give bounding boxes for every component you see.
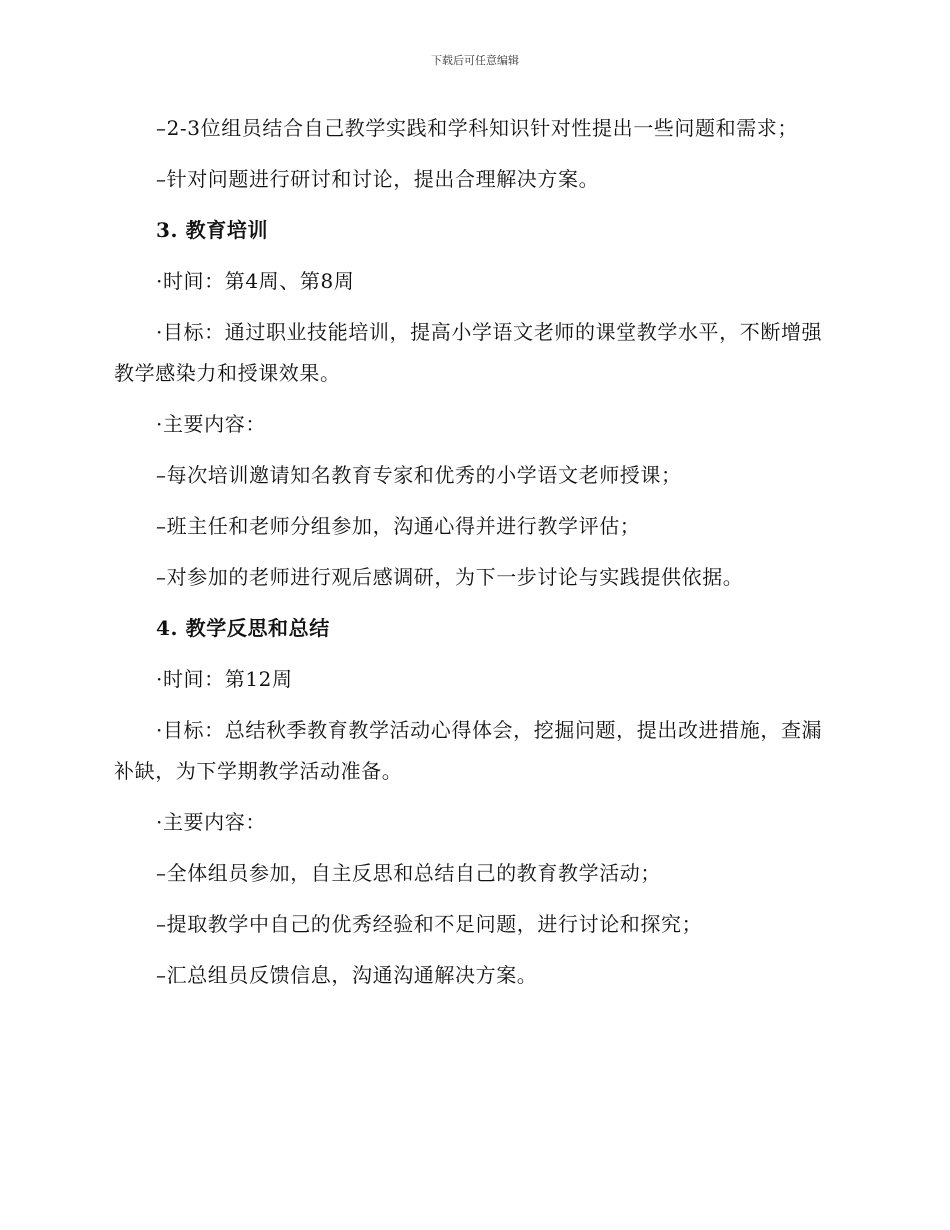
- dash-item-experience: –提取教学中自己的优秀经验和不足问题，进行讨论和探究；: [156, 912, 703, 936]
- bullet-content-training: ·主要内容：: [156, 412, 266, 436]
- section-heading-training: 3. 教育培训: [156, 218, 269, 242]
- section-heading-reflection: 4. 教学反思和总结: [156, 616, 330, 640]
- document-body: [114, 108, 824, 1006]
- dash-item-feedback: –汇总组员反馈信息，沟通沟通解决方案。: [156, 963, 538, 987]
- dash-item-questions: –2-3位组员结合自己教学实践和学科知识针对性提出一些问题和需求；: [156, 116, 799, 140]
- page-header: 下载后可任意编辑: [431, 54, 519, 67]
- bullet-goal-training: ·目标：通过职业技能培训，提高小学语文老师的课堂教学水平，不断增强教学感染力和授课效果。: [114, 320, 823, 385]
- dash-item-invite: –每次培训邀请知名教育专家和优秀的小学语文老师授课；: [156, 463, 682, 487]
- bullet-goal-reflection: ·目标：总结秋季教育教学活动心得体会，挖掘问题，提出改进措施，查漏补缺，为下学期教学活动准备。: [114, 718, 823, 783]
- dash-item-survey: –对参加的老师进行观后感调研，为下一步讨论与实践提供依据。: [156, 565, 744, 589]
- dash-item-all-members: –全体组员参加，自主反思和总结自己的教育教学活动；: [156, 861, 661, 885]
- dash-item-discussion: –针对问题进行研讨和讨论，提出合理解决方案。: [156, 167, 600, 191]
- dash-item-groups: –班主任和老师分组参加，沟通心得并进行教学评估；: [156, 514, 641, 538]
- bullet-time-reflection: ·时间：第12周: [156, 667, 293, 691]
- bullet-time-training: ·时间：第4周、第8周: [156, 269, 355, 293]
- bullet-content-reflection: ·主要内容：: [156, 810, 266, 834]
